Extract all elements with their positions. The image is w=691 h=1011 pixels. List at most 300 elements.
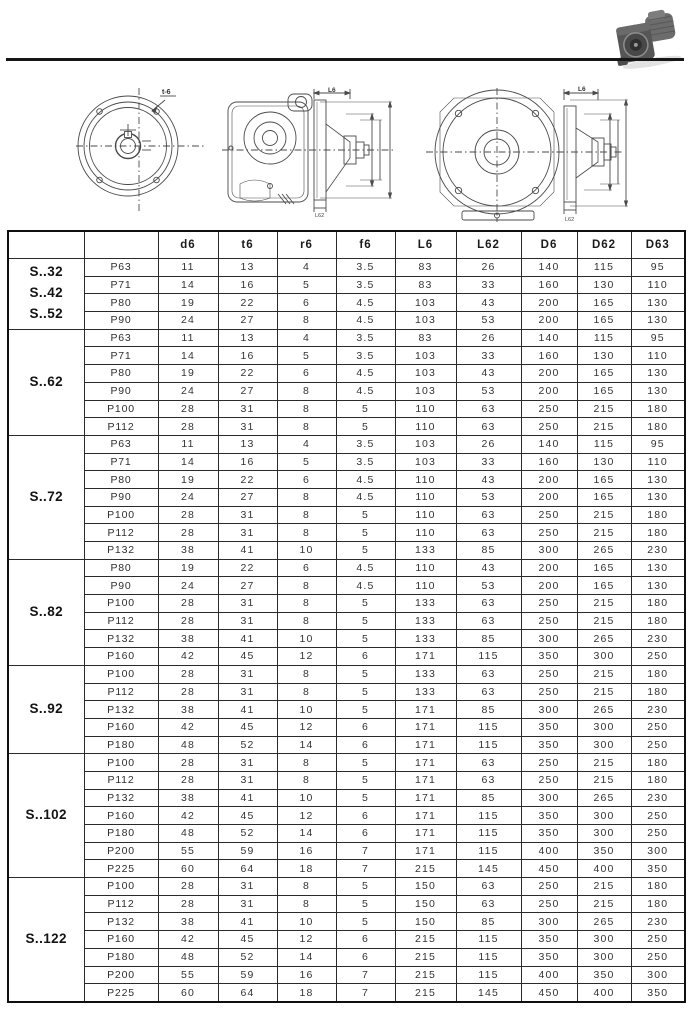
dim-value-cell: 63 xyxy=(456,771,521,789)
dim-value-cell: 42 xyxy=(158,807,218,825)
dim-value-cell: 5 xyxy=(336,683,395,701)
dim-value-cell: 133 xyxy=(395,665,456,683)
table-row xyxy=(8,524,685,542)
dim-value-cell: 24 xyxy=(158,312,218,330)
series-group-cell xyxy=(8,665,84,753)
dim-value-cell: 165 xyxy=(577,559,631,577)
dim-value-cell: 27 xyxy=(218,312,277,330)
dim-value-cell: 83 xyxy=(395,259,456,277)
dim-value-cell: 19 xyxy=(158,365,218,383)
motor-size-cell: P132 xyxy=(84,542,158,560)
dim-value-cell: 13 xyxy=(218,329,277,347)
dim-value-cell: 63 xyxy=(456,895,521,913)
dim-value-cell: 13 xyxy=(218,435,277,453)
dim-value-cell: 160 xyxy=(521,453,577,471)
dim-value-cell: 180 xyxy=(631,895,685,913)
dim-value-cell: 5 xyxy=(277,347,336,365)
dim-value-cell: 350 xyxy=(631,984,685,1002)
dim-value-cell: 350 xyxy=(631,860,685,878)
dim-value-cell: 300 xyxy=(521,789,577,807)
dim-value-cell: 8 xyxy=(277,577,336,595)
dim-value-cell: 230 xyxy=(631,542,685,560)
dim-value-cell: 7 xyxy=(336,842,395,860)
dim-value-cell: 200 xyxy=(521,488,577,506)
side-view-l62-label: L62 xyxy=(315,213,325,218)
dim-value-cell: 5 xyxy=(277,276,336,294)
series-label: S..42 xyxy=(29,285,64,301)
dim-value-cell: 110 xyxy=(395,400,456,418)
dim-value-cell: 165 xyxy=(577,488,631,506)
dim-value-cell: 200 xyxy=(521,559,577,577)
motor-size-cell: P90 xyxy=(84,577,158,595)
dim-value-cell: 200 xyxy=(521,382,577,400)
motor-size-cell: P80 xyxy=(84,559,158,577)
dim-value-cell: 140 xyxy=(521,435,577,453)
dim-value-cell: 7 xyxy=(336,966,395,984)
dim-value-cell: 8 xyxy=(277,895,336,913)
table-row xyxy=(8,913,685,931)
dim-value-cell: 450 xyxy=(521,984,577,1002)
table-row xyxy=(8,754,685,772)
dim-value-cell: 165 xyxy=(577,312,631,330)
dim-value-cell: 165 xyxy=(577,294,631,312)
dim-value-cell: 42 xyxy=(158,648,218,666)
dim-value-cell: 4.5 xyxy=(336,471,395,489)
dim-value-cell: 215 xyxy=(577,400,631,418)
dim-value-cell: 140 xyxy=(521,259,577,277)
dim-value-cell: 130 xyxy=(577,453,631,471)
dim-value-cell: 165 xyxy=(577,365,631,383)
dim-value-cell: 215 xyxy=(395,984,456,1002)
dim-value-cell: 45 xyxy=(218,807,277,825)
dim-value-cell: 27 xyxy=(218,488,277,506)
dim-value-cell: 31 xyxy=(218,665,277,683)
dim-value-cell: 180 xyxy=(631,400,685,418)
dim-value-cell: 250 xyxy=(631,825,685,843)
dim-value-cell: 180 xyxy=(631,754,685,772)
dim-value-cell: 350 xyxy=(521,736,577,754)
dim-value-cell: 16 xyxy=(277,966,336,984)
dim-value-cell: 42 xyxy=(158,931,218,949)
table-row xyxy=(8,825,685,843)
dim-value-cell: 150 xyxy=(395,878,456,896)
dim-value-cell: 19 xyxy=(158,559,218,577)
dim-value-cell: 115 xyxy=(577,329,631,347)
dim-value-cell: 115 xyxy=(456,842,521,860)
dim-value-cell: 160 xyxy=(521,347,577,365)
dim-value-cell: 8 xyxy=(277,595,336,613)
dim-value-cell: 38 xyxy=(158,542,218,560)
dim-value-cell: 130 xyxy=(631,559,685,577)
dim-value-cell: 215 xyxy=(395,931,456,949)
dim-value-cell: 300 xyxy=(521,913,577,931)
dim-value-cell: 43 xyxy=(456,365,521,383)
table-row xyxy=(8,648,685,666)
dim-value-cell: 103 xyxy=(395,365,456,383)
table-row xyxy=(8,400,685,418)
dim-value-cell: 350 xyxy=(577,966,631,984)
dim-value-cell: 27 xyxy=(218,382,277,400)
dim-value-cell: 6 xyxy=(336,648,395,666)
table-row xyxy=(8,506,685,524)
dim-value-cell: 110 xyxy=(395,488,456,506)
dim-value-cell: 60 xyxy=(158,860,218,878)
dim-value-cell: 110 xyxy=(631,347,685,365)
dim-value-cell: 28 xyxy=(158,506,218,524)
table-row xyxy=(8,365,685,383)
dim-value-cell: 52 xyxy=(218,736,277,754)
dim-value-cell: 5 xyxy=(336,542,395,560)
motor-size-cell: P160 xyxy=(84,807,158,825)
dim-value-cell: 140 xyxy=(521,329,577,347)
dim-value-cell: 250 xyxy=(521,754,577,772)
dim-value-cell: 64 xyxy=(218,984,277,1002)
dim-value-cell: 265 xyxy=(577,789,631,807)
dim-value-cell: 28 xyxy=(158,878,218,896)
table-row xyxy=(8,418,685,436)
dim-value-cell: 215 xyxy=(577,665,631,683)
motor-size-cell: P112 xyxy=(84,418,158,436)
dim-value-cell: 26 xyxy=(456,329,521,347)
dim-value-cell: 450 xyxy=(521,860,577,878)
dim-value-cell: 4.5 xyxy=(336,488,395,506)
dim-value-cell: 3.5 xyxy=(336,453,395,471)
dim-value-cell: 215 xyxy=(577,506,631,524)
dim-value-cell: 6 xyxy=(277,559,336,577)
series-label: S..72 xyxy=(29,488,64,504)
dim-value-cell: 250 xyxy=(631,648,685,666)
motor-size-cell: P80 xyxy=(84,365,158,383)
dim-value-cell: 53 xyxy=(456,312,521,330)
dim-value-cell: 130 xyxy=(577,347,631,365)
dim-value-cell: 19 xyxy=(158,471,218,489)
dim-value-cell: 250 xyxy=(521,878,577,896)
table-row xyxy=(8,294,685,312)
dim-value-cell: 53 xyxy=(456,488,521,506)
col-header-L6: L6 xyxy=(395,231,456,259)
dim-value-cell: 41 xyxy=(218,542,277,560)
motor-size-cell: P180 xyxy=(84,736,158,754)
dim-value-cell: 5 xyxy=(336,895,395,913)
table-row xyxy=(8,542,685,560)
dim-value-cell: 28 xyxy=(158,612,218,630)
col-header-f6: f6 xyxy=(336,231,395,259)
table-row xyxy=(8,595,685,613)
series-label: S..122 xyxy=(25,931,67,946)
dim-value-cell: 38 xyxy=(158,630,218,648)
motor-size-cell: P132 xyxy=(84,913,158,931)
dim-value-cell: 5 xyxy=(336,754,395,772)
dim-value-cell: 115 xyxy=(577,259,631,277)
dim-value-cell: 31 xyxy=(218,754,277,772)
dim-value-cell: 63 xyxy=(456,595,521,613)
dim-value-cell: 215 xyxy=(577,524,631,542)
dim-value-cell: 38 xyxy=(158,701,218,719)
dim-value-cell: 130 xyxy=(631,312,685,330)
dim-value-cell: 130 xyxy=(577,276,631,294)
dim-value-cell: 85 xyxy=(456,542,521,560)
dim-value-cell: 115 xyxy=(456,948,521,966)
dim-value-cell: 215 xyxy=(577,754,631,772)
table-row xyxy=(8,948,685,966)
dim-value-cell: 31 xyxy=(218,895,277,913)
dim-value-cell: 115 xyxy=(456,736,521,754)
col-header-r6: r6 xyxy=(277,231,336,259)
dim-value-cell: 300 xyxy=(577,807,631,825)
dim-value-cell: 250 xyxy=(631,718,685,736)
dim-value-cell: 19 xyxy=(158,294,218,312)
dim-value-cell: 180 xyxy=(631,665,685,683)
dim-value-cell: 103 xyxy=(395,382,456,400)
motor-size-cell: P63 xyxy=(84,329,158,347)
dim-value-cell: 5 xyxy=(277,453,336,471)
dim-value-cell: 28 xyxy=(158,683,218,701)
dim-value-cell: 31 xyxy=(218,878,277,896)
dim-value-cell: 3.5 xyxy=(336,276,395,294)
dim-value-cell: 55 xyxy=(158,966,218,984)
dim-value-cell: 230 xyxy=(631,789,685,807)
dim-value-cell: 180 xyxy=(631,878,685,896)
dim-value-cell: 150 xyxy=(395,913,456,931)
dim-value-cell: 215 xyxy=(577,683,631,701)
dim-value-cell: 4.5 xyxy=(336,382,395,400)
flange-front-view-drawing xyxy=(72,86,207,218)
dim-value-cell: 28 xyxy=(158,665,218,683)
dim-value-cell: 6 xyxy=(336,807,395,825)
dim-value-cell: 11 xyxy=(158,259,218,277)
col-header-D6: D6 xyxy=(521,231,577,259)
table-row xyxy=(8,789,685,807)
dim-value-cell: 31 xyxy=(218,524,277,542)
dim-value-cell: 24 xyxy=(158,488,218,506)
dim-value-cell: 16 xyxy=(277,842,336,860)
motor-size-cell: P100 xyxy=(84,754,158,772)
motor-size-cell: P160 xyxy=(84,648,158,666)
dim-value-cell: 85 xyxy=(456,913,521,931)
motor-size-cell: P63 xyxy=(84,435,158,453)
dim-value-cell: 5 xyxy=(336,612,395,630)
dim-value-cell: 115 xyxy=(456,648,521,666)
dim-value-cell: 165 xyxy=(577,471,631,489)
dim-value-cell: 215 xyxy=(577,418,631,436)
dim-value-cell: 110 xyxy=(395,418,456,436)
motor-size-cell: P160 xyxy=(84,931,158,949)
dim-value-cell: 10 xyxy=(277,630,336,648)
motor-size-cell: P100 xyxy=(84,665,158,683)
dim-value-cell: 95 xyxy=(631,259,685,277)
dim-value-cell: 12 xyxy=(277,648,336,666)
dim-value-cell: 115 xyxy=(456,807,521,825)
dim-value-cell: 300 xyxy=(521,701,577,719)
dim-value-cell: 60 xyxy=(158,984,218,1002)
dim-value-cell: 5 xyxy=(336,665,395,683)
dim-value-cell: 265 xyxy=(577,630,631,648)
motor-size-cell: P112 xyxy=(84,895,158,913)
series-group-cell xyxy=(8,878,84,1002)
dim-value-cell: 250 xyxy=(631,736,685,754)
dim-value-cell: 215 xyxy=(395,860,456,878)
dim-value-cell: 5 xyxy=(336,913,395,931)
dim-value-cell: 215 xyxy=(395,966,456,984)
dim-value-cell: 130 xyxy=(631,365,685,383)
series-header-cell xyxy=(8,231,84,259)
motor-size-cell: P80 xyxy=(84,294,158,312)
dim-value-cell: 14 xyxy=(158,276,218,294)
dim-value-cell: 350 xyxy=(521,948,577,966)
dim-value-cell: 350 xyxy=(521,648,577,666)
table-row xyxy=(8,771,685,789)
dim-value-cell: 230 xyxy=(631,701,685,719)
dim-value-cell: 103 xyxy=(395,435,456,453)
dim-value-cell: 33 xyxy=(456,453,521,471)
dim-value-cell: 180 xyxy=(631,524,685,542)
dim-value-cell: 6 xyxy=(336,948,395,966)
col-header-D62: D62 xyxy=(577,231,631,259)
dim-value-cell: 250 xyxy=(521,595,577,613)
table-row xyxy=(8,471,685,489)
dim-value-cell: 200 xyxy=(521,312,577,330)
dim-value-cell: 130 xyxy=(631,488,685,506)
dim-value-cell: 6 xyxy=(336,825,395,843)
dim-value-cell: 63 xyxy=(456,683,521,701)
dim-value-cell: 5 xyxy=(336,878,395,896)
dim-value-cell: 8 xyxy=(277,418,336,436)
dim-value-cell: 300 xyxy=(577,736,631,754)
dim-value-cell: 63 xyxy=(456,418,521,436)
dim-value-cell: 133 xyxy=(395,612,456,630)
dim-value-cell: 59 xyxy=(218,842,277,860)
dim-value-cell: 31 xyxy=(218,506,277,524)
dim-value-cell: 180 xyxy=(631,612,685,630)
table-row xyxy=(8,435,685,453)
dim-value-cell: 250 xyxy=(521,895,577,913)
dim-value-cell: 6 xyxy=(336,931,395,949)
dim-value-cell: 6 xyxy=(277,365,336,383)
dim-value-cell: 350 xyxy=(521,931,577,949)
dim-value-cell: 5 xyxy=(336,418,395,436)
dim-value-cell: 6 xyxy=(277,294,336,312)
table-row xyxy=(8,984,685,1002)
dim-value-cell: 64 xyxy=(218,860,277,878)
dim-value-cell: 200 xyxy=(521,294,577,312)
table-row xyxy=(8,577,685,595)
dim-value-cell: 38 xyxy=(158,913,218,931)
dim-value-cell: 250 xyxy=(521,400,577,418)
dim-value-cell: 115 xyxy=(456,718,521,736)
table-row xyxy=(8,931,685,949)
motor-size-cell: P90 xyxy=(84,488,158,506)
dim-value-cell: 171 xyxy=(395,754,456,772)
dim-value-cell: 171 xyxy=(395,648,456,666)
table-row xyxy=(8,895,685,913)
dim-value-cell: 8 xyxy=(277,524,336,542)
dim-value-cell: 215 xyxy=(577,595,631,613)
dim-value-cell: 265 xyxy=(577,701,631,719)
table-row xyxy=(8,312,685,330)
dim-value-cell: 171 xyxy=(395,807,456,825)
dim-value-cell: 171 xyxy=(395,736,456,754)
series-label: S..52 xyxy=(29,306,64,322)
dim-value-cell: 103 xyxy=(395,312,456,330)
dim-value-cell: 400 xyxy=(577,984,631,1002)
gearbox-side-view-drawing xyxy=(220,86,402,218)
dim-value-cell: 22 xyxy=(218,294,277,312)
dim-value-cell: 115 xyxy=(577,435,631,453)
table-row xyxy=(8,329,685,347)
dim-value-cell: 171 xyxy=(395,718,456,736)
dim-value-cell: 41 xyxy=(218,630,277,648)
dim-value-cell: 250 xyxy=(521,683,577,701)
dim-value-cell: 10 xyxy=(277,913,336,931)
header-row xyxy=(8,231,685,259)
motor-size-cell: P225 xyxy=(84,860,158,878)
dim-value-cell: 7 xyxy=(336,984,395,1002)
dim-value-cell: 14 xyxy=(158,347,218,365)
dim-value-cell: 110 xyxy=(395,471,456,489)
motor-size-cell: P90 xyxy=(84,382,158,400)
dim-value-cell: 215 xyxy=(577,878,631,896)
table-row xyxy=(8,718,685,736)
dim-value-cell: 215 xyxy=(395,948,456,966)
table-row xyxy=(8,259,685,277)
dim-value-cell: 4.5 xyxy=(336,577,395,595)
col-header-L62: L62 xyxy=(456,231,521,259)
table-row xyxy=(8,382,685,400)
series-label: S..92 xyxy=(29,701,64,717)
gearbox-front-view-drawing xyxy=(424,84,630,226)
motor-size-cell: P100 xyxy=(84,506,158,524)
dim-value-cell: 171 xyxy=(395,842,456,860)
series-label: S..102 xyxy=(25,807,67,823)
dim-value-cell: 8 xyxy=(277,488,336,506)
dim-value-cell: 85 xyxy=(456,789,521,807)
dim-value-cell: 63 xyxy=(456,524,521,542)
motor-size-cell: P71 xyxy=(84,347,158,365)
dim-value-cell: 12 xyxy=(277,718,336,736)
dim-value-cell: 150 xyxy=(395,895,456,913)
dim-value-cell: 250 xyxy=(631,807,685,825)
front-view-l6-label: L6 xyxy=(578,86,586,93)
dim-value-cell: 3.5 xyxy=(336,259,395,277)
col-header-D63: D63 xyxy=(631,231,685,259)
dim-value-cell: 14 xyxy=(277,736,336,754)
dim-value-cell: 16 xyxy=(218,347,277,365)
dim-value-cell: 5 xyxy=(336,771,395,789)
table-row xyxy=(8,347,685,365)
dim-value-cell: 215 xyxy=(577,895,631,913)
dim-value-cell: 350 xyxy=(521,807,577,825)
dim-value-cell: 26 xyxy=(456,259,521,277)
dim-value-cell: 250 xyxy=(521,506,577,524)
dim-value-cell: 41 xyxy=(218,701,277,719)
dim-value-cell: 6 xyxy=(277,471,336,489)
table-row xyxy=(8,701,685,719)
dim-value-cell: 200 xyxy=(521,577,577,595)
flange-callout-label: t-6 xyxy=(162,89,171,96)
dim-value-cell: 300 xyxy=(577,948,631,966)
dim-value-cell: 180 xyxy=(631,595,685,613)
dim-value-cell: 14 xyxy=(277,825,336,843)
dim-value-cell: 110 xyxy=(395,559,456,577)
front-view-l62-label: L62 xyxy=(565,217,575,223)
table-row xyxy=(8,683,685,701)
dim-value-cell: 28 xyxy=(158,595,218,613)
table-row xyxy=(8,665,685,683)
dim-value-cell: 130 xyxy=(631,577,685,595)
table-row xyxy=(8,842,685,860)
dim-value-cell: 5 xyxy=(336,630,395,648)
dim-value-cell: 160 xyxy=(521,276,577,294)
